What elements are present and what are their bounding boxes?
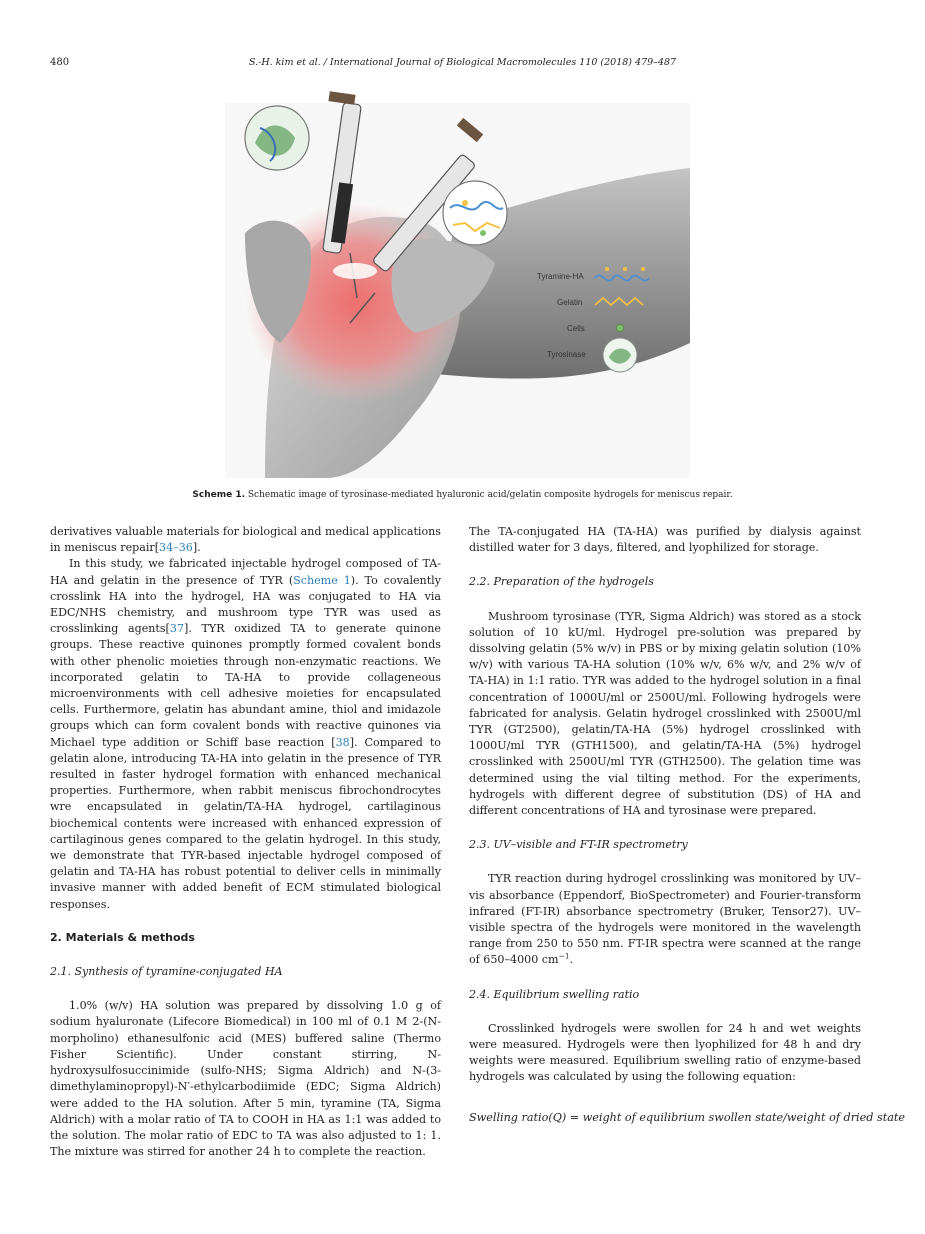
scheme-link[interactable]: Scheme 1 [293, 573, 351, 587]
scheme-illustration [225, 83, 690, 478]
scheme-figure [225, 83, 690, 478]
running-header: S.-H. kim et al. / International Journal of Biological Macromolecules 110 (2018) 479–487 [248, 57, 677, 68]
paragraph: The TA-conjugated HA (TA-HA) was purified by dialysis against distilled water for 3 days, filtered, and lyophilized for storage. [469, 525, 861, 555]
subsection-heading: 2.2. Preparation of the hydrogels [469, 575, 654, 589]
paragraph: In this study, we fabricated injectable hydrogel composed of TA-HA and gelatin in the presence of TYR (Scheme 1). To covalently crosslink HA into the hydrogel, HA was conjugated to HA via EDC/NHS chemistry, and mushroom type TYR was used as crosslinking agents[37]. TYR oxidized TA to generate quinone groups. These reactive quinones promptly formed covalent bonds with other phenolic moieties through non-enzymatic reactions. We incorporated gelatin to TA-HA to provide collageneous microenvironments with cell adhesive moieties for encapsulated cells. Furthermore, gelatin has abundant amine, thiol and imidazole groups which can form covalent bonds with reactive quinones via Michael type addition or Schiff base reaction [38]. Compared to gelatin alone, introducing TA-HA into gelatin in the presence of TYR resulted in faster hydrogel formation with enhanced mechanical properties. Furthermore, when rabbit meniscus fibrochondrocytes wre encapsulated in gelatin/TA-HA hydrogel, cartilaginous biochemical contents were increased with enhanced expression of cartilaginous genes compared to the gelatin hydrogel. In this study, we demonstrate that TYR-based injectable hydrogel composed of gelatin and TA-HA has robust potential to deliver cells in minimally invasive manner with added benefit of ECM stimulated biological responses. [50, 557, 441, 911]
subsection-heading: 2.3. UV–visible and FT-IR spectrometry [469, 838, 688, 852]
citation-link[interactable]: 34–36 [159, 541, 193, 555]
caption-text: Schematic image of tyrosinase-mediated hyaluronic acid/gelatin composite hydrogels for meniscus repair. [247, 490, 733, 500]
legend-tyrosinase-label: Tyrosinase [547, 350, 586, 359]
section-heading: 2. Materials & methods [50, 930, 195, 944]
legend-cell-icon [617, 325, 624, 332]
paragraph: Mushroom tyrosinase (TYR, Sigma Aldrich) was stored as a stock solution of 10 kU/ml. Hydrogel pre-solution was prepared by dissolving gelatin (5% w/v) in PBS or by mixing gelatin solution (10% w/v) with various TA-HA solution (10% w/v, 6% w/v, and 2% w/v of TA-HA) in 1:1 ratio. TYR was added to the hydrogel solution in a final concentration of 1000U/ml or 2500U/ml. Following hydrogels were fabricated for analysis. Gelatin hydrogel crosslinked with 2500U/ml TYR (GT2500), gelatin/TA-HA (5%) hydrogel crosslinked with 1000U/ml TYR (GTH1500), and gelatin/TA-HA (5%) hydrogel crosslinked with 2500U/ml TYR (GTH2500). The gelation time was determined using the vial tilting method. For the experiments, hydrogels with different degree of substitution (DS) of HA and different concentrations of HA and tyrosinase were prepared. [469, 609, 861, 818]
subsection-heading: 2.1. Synthesis of tyramine-conjugated HA [50, 965, 283, 979]
legend-gelatin-label: Gelatin [557, 298, 583, 307]
citation-link[interactable]: 37 [169, 622, 185, 636]
subsection-heading: 2.4. Equilibrium swelling ratio [469, 987, 640, 1001]
left-column [50, 524, 441, 1160]
legend-cells-label: Cells [567, 324, 585, 333]
caption-label: Scheme 1. [192, 490, 246, 500]
citation-link[interactable]: 38 [335, 735, 350, 749]
paragraph: derivatives valuable materials for biological and medical applications in meniscus repair[34–36]. [50, 525, 441, 555]
swelling-ratio-equation: Swelling ratio(Q) = weight of equilibrium swollen state/weight of dried state [469, 1110, 905, 1124]
figure-caption [0, 490, 925, 500]
paragraph: Crosslinked hydrogels were swollen for 24 h and wet weights were measured. Hydrogels were then lyophilized for 48 h and dry weights were measured. Equilibrium swelling ratio of enzyme-based hydrogels was calculated by using the following equation: [469, 1021, 861, 1084]
paragraph: TYR reaction during hydrogel crosslinking was monitored by UV–vis absorbance (Eppendorf, BioSpectrometer) and Fourier-transform infrared (FT-IR) absorbance spectrometry (Bruker, Tensor27). UV–visible spectra of the hydrogels were monitored in the wavelength range from 250 to 550 nm. FT-IR spectra were scanned at the range of 650–4000 $cm^{-1}$. [469, 872, 861, 967]
hydrogel-spot [333, 263, 377, 279]
hydrogel-network-zoom-icon [443, 181, 507, 245]
page-number: 480 [50, 57, 70, 68]
paragraph: 1.0% (w/v) HA solution was prepared by dissolving 1.0 g of sodium hyaluronate (Lifecore Biomedical) in 100 ml of 0.1 M 2-(N-morpholino) ethanesulfonic acid (MES) buffered saline (Thermo Fisher Scientific). Under constant stirring, N-hydroxysulfosuccinimide (sulfo-NHS; Sigma Aldrich) and N-(3-dimethylaminopropyl)-N′-ethylcarbodiimide (EDC; Sigma Aldrich) were added to the HA solution. After 5 min, tyramine (TA, Sigma Aldrich) with a molar ratio of TA to COOH in HA as 1:1 was added to the solution. The molar ratio of EDC to TA was also adjusted to 1: 1. The mixture was stirred for another 24 h to complete the reaction. [50, 999, 441, 1159]
legend-tyramine-ha-label: Tyramine-HA [537, 272, 584, 281]
right-column [469, 524, 905, 1126]
